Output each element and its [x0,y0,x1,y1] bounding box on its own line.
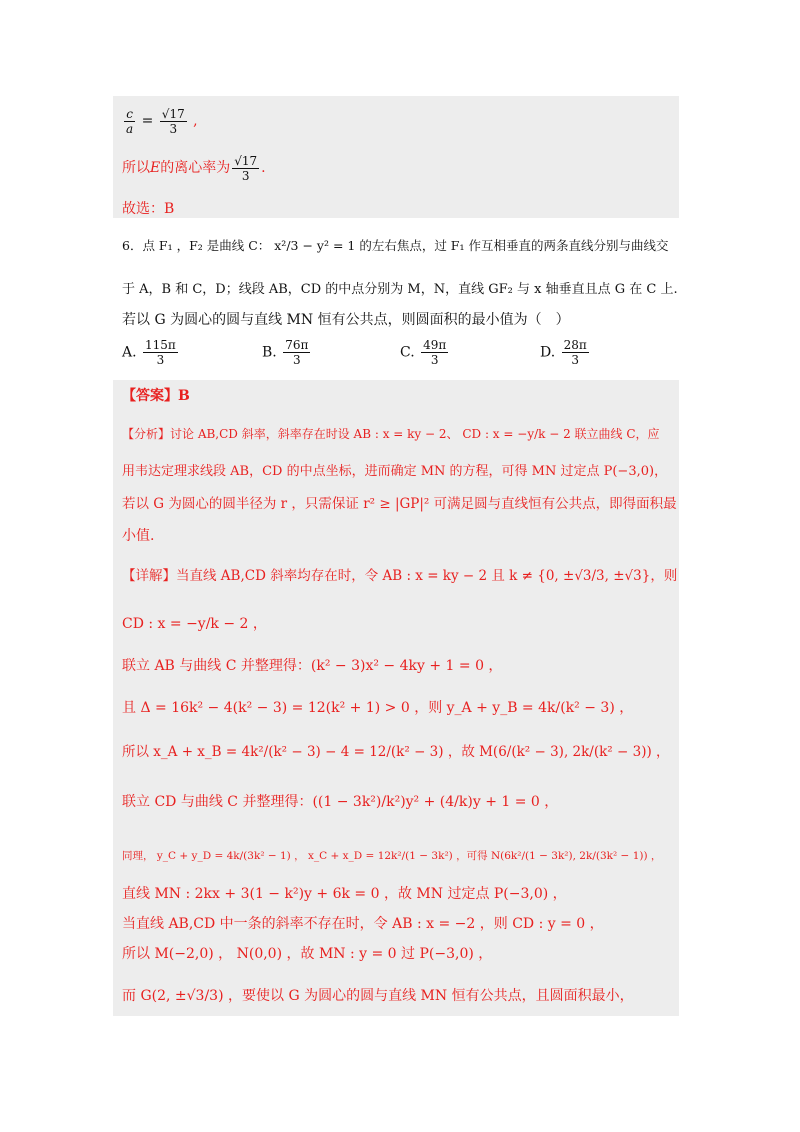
text-mid: 的离心率为 [160,160,231,176]
frac-num: √17 [234,153,258,168]
option-a[interactable] [122,338,180,367]
detail-line-6: 联立 CD 与曲线 C 并整理得：((1 − 3k²)/k²)y² + (4/k)y + 1 = 0 ， [122,794,559,810]
option-fraction [562,338,589,367]
question-line-1: 6．点 F₁ ，F₂ 是曲线 C： x²/3 − y² = 1 的左右焦点，过 F₁ 作互相垂直的两条直线分别与曲线交 [122,238,669,253]
frac-den: 3 [241,168,250,183]
detail-line-2: CD : x = −y/k − 2 ， [122,616,267,632]
analysis-line-2: 用韦达定理求线段 AB，CD 的中点坐标，进而确定 MN 的方程，可得 MN 过定点 P(−3,0)， [122,464,668,479]
var-E: E [150,160,161,176]
eccentricity-fraction [232,154,259,183]
question-line-2: 于 A，B 和 C，D；线段 AB，CD 的中点分别为 M，N，直线 GF₂ 与 x 轴垂直且点 G 在 C 上. [122,282,678,297]
option-label: D. [540,344,556,361]
frac-den: 3 [430,353,439,367]
detail-line-8: 直线 MN : 2kx + 3(1 − k²)y + 6k = 0 ，故 MN 过定点 P(−3,0) ， [122,886,567,902]
detail-line-9: 当直线 AB,CD 中一条的斜率不存在时，令 AB : x = −2 ，则 CD : y = 0 ， [122,916,604,932]
text-prefix: 所以 [122,160,150,176]
option-fraction [283,338,310,367]
frac-den: 3 [571,353,580,367]
analysis-line-3: 若以 G 为圆心的圆半径为 r ，只需保证 r² ≥ |GP|² 可满足圆与直线恒有公共点，即得面积最 [122,496,677,512]
choice-conclusion: 故选：B [122,201,175,217]
frac-den: 3 [292,353,301,367]
frac-num: 76π [285,338,309,352]
question-line-3: 若以 G 为圆心的圆与直线 MN 恒有公共点，则圆面积的最小值为（ ） [122,312,570,328]
option-b[interactable] [262,338,312,367]
detail-line-11: 而 G(2, ±√3/3) ，要使以 G 为圆心的圆与直线 MN 恒有公共点，且圆面积最小， [122,988,634,1004]
answer-line: 【答案】B [122,388,190,404]
frac-num: 28π [563,338,587,352]
detail-line-1: 【详解】当直线 AB,CD 斜率均存在时，令 AB : x = ky − 2 且 k ≠ {0, ±√3/3, ±√3}，则 [122,568,678,584]
detail-line-7: 同理， y_C + y_D = 4k/(3k² − 1) ， x_C + x_D = 12k²/(1 − 3k²) ，可得 N(6k²/(1 − 3k²), 2k/(3k² − 1)) ， [122,850,662,862]
analysis-line-1: 【分析】讨论 AB,CD 斜率，斜率存在时设 AB : x = ky − 2、 CD : x = −y/k − 2 联立曲线 C，应 [122,427,660,441]
option-fraction [421,338,448,367]
option-d[interactable] [540,338,591,367]
option-c[interactable] [400,338,450,367]
detail-line-10: 所以 M(−2,0) ， N(0,0) ，故 MN : y = 0 过 P(−3,0) ， [122,946,493,962]
detail-line-3: 联立 AB 与曲线 C 并整理得：(k² − 3)x² − 4ky + 1 = 0 ， [122,658,503,674]
option-label: C. [400,344,415,361]
detail-line-5: 所以 x_A + x_B = 4k²/(k² − 3) − 4 = 12/(k² − 3) ，故 M(6/(k² − 3), 2k/(k² − 3)) ， [122,744,670,760]
option-label: B. [262,344,277,361]
eccentricity-conclusion [122,150,266,186]
detail-line-4: 且 Δ = 16k² − 4(k² − 3) = 12(k² + 1) > 0 ，则 y_A + y_B = 4k/(k² − 3) ， [122,700,634,716]
option-label: A. [122,344,137,361]
frac-num: 49π [423,338,447,352]
analysis-line-4: 小值. [122,528,155,544]
eccentricity-formula: $\frac{c}{a}$ = $\frac{√17}{3}$ , [126,106,198,136]
frac-den: 3 [156,353,165,367]
c-over-a-fraction: $\frac{c}{a}$ [126,106,134,136]
text-end: . [261,160,266,176]
sqrt17-over-3: $\frac{√17}{3}$ [161,106,185,136]
frac-num: 115π [145,338,176,352]
option-fraction [143,338,178,367]
